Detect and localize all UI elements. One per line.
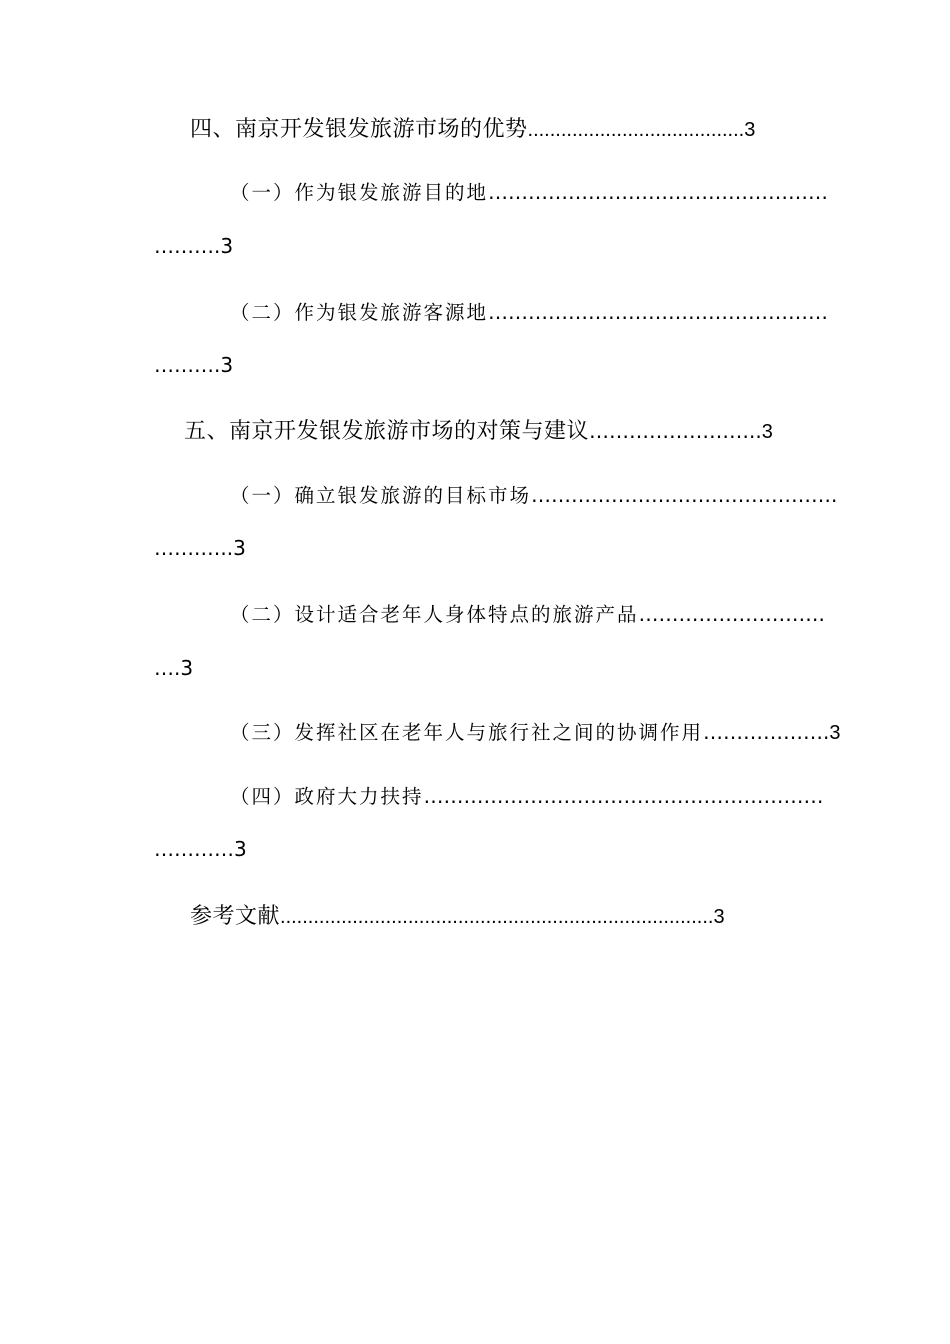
toc-leader: .......................................	[527, 119, 745, 141]
toc-leader-continuation: ……….3	[154, 234, 234, 258]
toc-leader: ……………………………………………	[488, 180, 829, 204]
toc-title: （三）发挥社区在老年人与旅行社之间的协调作用	[230, 721, 704, 744]
toc-title: 参考文献	[190, 904, 281, 929]
toc-leader: ..............................................................................	[280, 906, 714, 928]
toc-page-number: 3	[713, 906, 726, 928]
toc-title: 四、南京开发银发旅游市场的优势	[190, 117, 528, 142]
toc-page-number: 3	[744, 119, 756, 141]
toc-leader: ……………………….	[638, 602, 825, 626]
toc-title: 五、南京开发银发旅游市场的对策与建议	[184, 419, 590, 444]
toc-title: （四）政府大力扶持	[230, 785, 424, 808]
toc-title: （二）作为银发旅游客源地	[230, 301, 489, 324]
toc-title: （一）确立银发旅游的目标市场	[230, 484, 532, 507]
toc-leader: ……………….	[703, 720, 830, 744]
toc-title: （二）设计适合老年人身体特点的旅游产品	[230, 603, 639, 626]
toc-title: （一）作为银发旅游目的地	[230, 181, 489, 204]
toc-leader-continuation: …….…..3	[154, 536, 246, 560]
toc-leader: ……………………………………………	[488, 300, 829, 324]
toc-leader-continuation: ……….3	[154, 353, 234, 377]
toc-leader: ……………………………………….	[531, 483, 838, 507]
toc-leader-continuation: …………3	[154, 837, 247, 861]
toc-page-number: 3	[829, 722, 843, 744]
toc-page-number: 3	[761, 421, 774, 443]
toc-leader: ……………………..	[589, 419, 762, 443]
toc-leader: ……………………………………………………	[423, 784, 824, 808]
toc-leader-continuation: ….3	[154, 656, 194, 680]
